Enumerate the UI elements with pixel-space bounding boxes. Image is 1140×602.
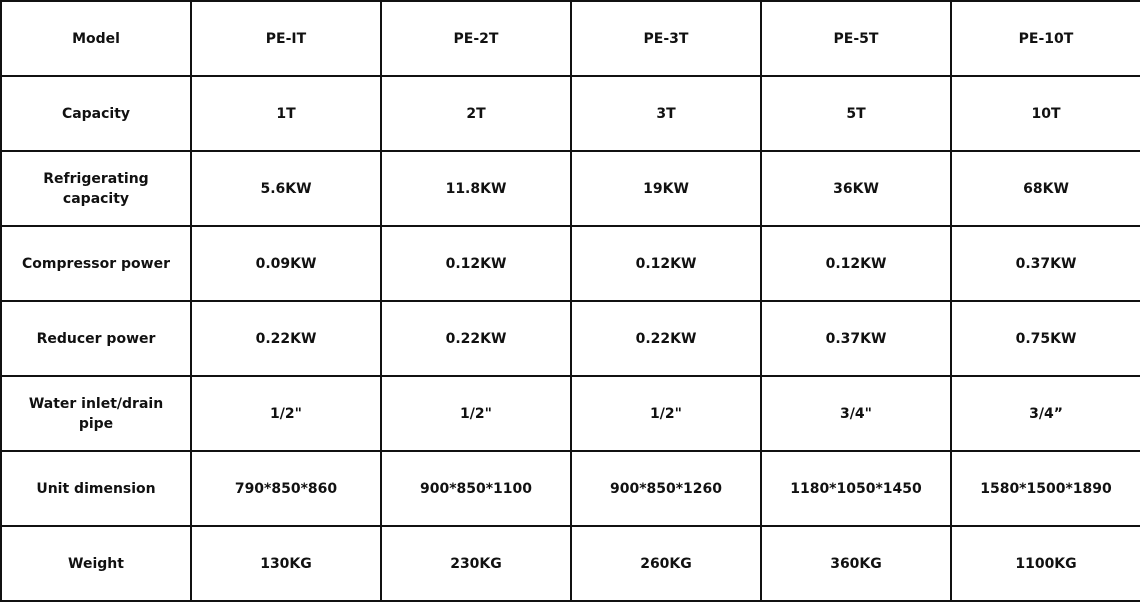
table-cell: 5.6KW — [191, 151, 381, 226]
table-cell: 0.22KW — [381, 301, 571, 376]
table-row-water-pipe — [1, 376, 1140, 451]
table-cell: 260KG — [571, 526, 761, 601]
row-label-water-pipe: Water inlet/drain pipe — [1, 376, 191, 451]
table-cell: 360KG — [761, 526, 951, 601]
table-cell: 1T — [191, 76, 381, 151]
table-cell: 3/4” — [951, 376, 1140, 451]
table-cell: 0.22KW — [571, 301, 761, 376]
table-cell: 230KG — [381, 526, 571, 601]
table-row-weight — [1, 526, 1140, 601]
row-label-refrigerating-capacity: Refrigerating capacity — [1, 151, 191, 226]
table-cell: 790*850*860 — [191, 451, 381, 526]
table-cell: 10T — [951, 76, 1140, 151]
table-row-capacity — [1, 76, 1140, 151]
table-cell: 1580*1500*1890 — [951, 451, 1140, 526]
table-row-unit-dimension — [1, 451, 1140, 526]
table-cell: PE-3T — [571, 1, 761, 76]
table-cell: 0.12KW — [761, 226, 951, 301]
table-cell: 3/4" — [761, 376, 951, 451]
table-cell: 0.37KW — [951, 226, 1140, 301]
table-cell: 0.75KW — [951, 301, 1140, 376]
table-cell: 1180*1050*1450 — [761, 451, 951, 526]
table-cell: 0.22KW — [191, 301, 381, 376]
row-label-capacity: Capacity — [1, 76, 191, 151]
table-cell: 1/2" — [571, 376, 761, 451]
table-cell: 5T — [761, 76, 951, 151]
table-cell: 0.09KW — [191, 226, 381, 301]
table-cell: 0.12KW — [381, 226, 571, 301]
table-cell: 130KG — [191, 526, 381, 601]
table-cell: 1/2" — [191, 376, 381, 451]
row-label-unit-dimension: Unit dimension — [1, 451, 191, 526]
table-cell: PE-5T — [761, 1, 951, 76]
table-cell: 900*850*1260 — [571, 451, 761, 526]
table-cell: 3T — [571, 76, 761, 151]
table-row-compressor-power — [1, 226, 1140, 301]
table-row-reducer-power — [1, 301, 1140, 376]
row-label-compressor-power: Compressor power — [1, 226, 191, 301]
row-label-reducer-power: Reducer power — [1, 301, 191, 376]
table-cell: PE-2T — [381, 1, 571, 76]
row-label-weight: Weight — [1, 526, 191, 601]
table-cell: 68KW — [951, 151, 1140, 226]
table-cell: PE-IT — [191, 1, 381, 76]
table-row-model — [1, 1, 1140, 76]
table-cell: 11.8KW — [381, 151, 571, 226]
table-row-refrigerating-capacity — [1, 151, 1140, 226]
row-label-model: Model — [1, 1, 191, 76]
table-cell: 0.37KW — [761, 301, 951, 376]
table-cell: 0.12KW — [571, 226, 761, 301]
table-cell: 1100KG — [951, 526, 1140, 601]
table-cell: 19KW — [571, 151, 761, 226]
table-cell: 36KW — [761, 151, 951, 226]
table-cell: 900*850*1100 — [381, 451, 571, 526]
table-cell: PE-10T — [951, 1, 1140, 76]
table-cell: 1/2" — [381, 376, 571, 451]
table-cell: 2T — [381, 76, 571, 151]
